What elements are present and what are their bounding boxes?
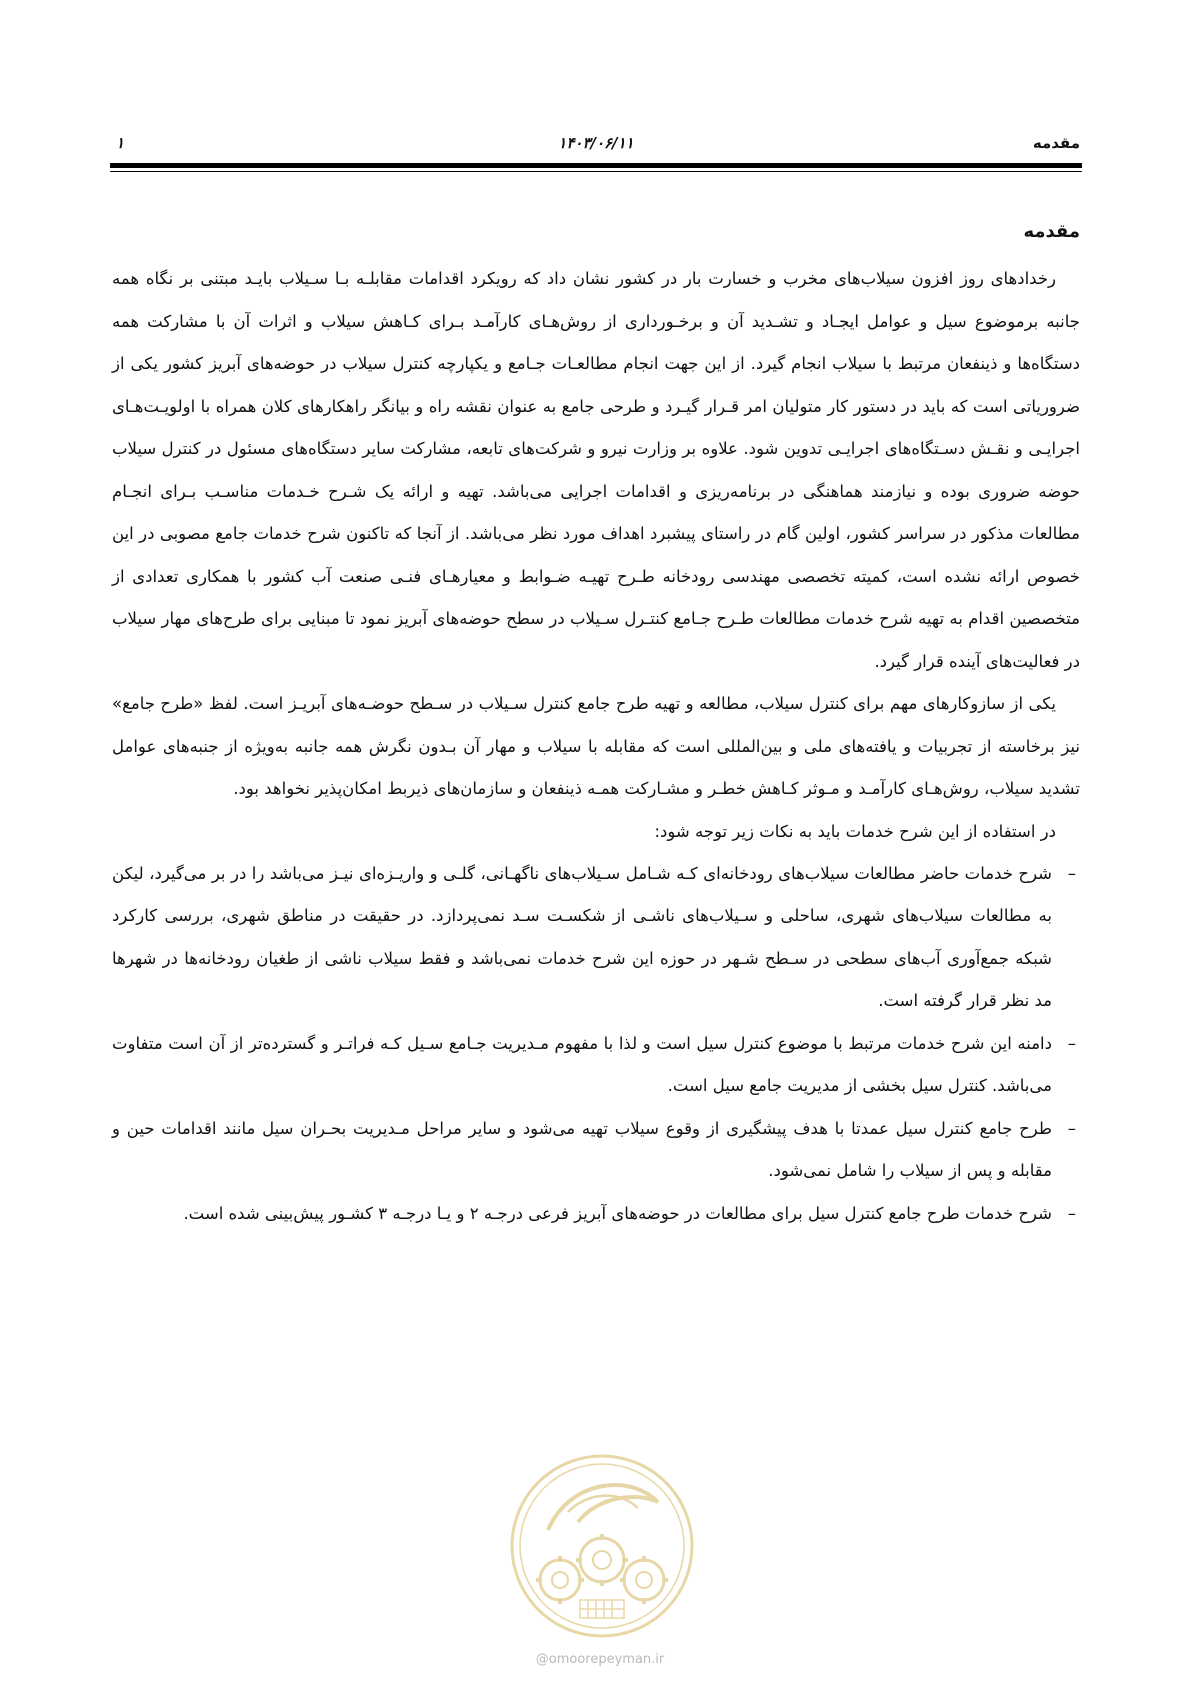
bullet-dash: – [1067, 1203, 1076, 1223]
list-item [112, 1023, 1080, 1108]
document-body [112, 218, 1080, 1235]
list-item [112, 1108, 1080, 1193]
watermark-site-url: @omoorepeyman.ir [535, 1652, 665, 1667]
note-text: دامنه این شرح خدمات مرتبط با موضوع کنترل سیل است و لذا با مفهوم مـدیریت جـامع سـیل کـه فراتـر و گسترده‌تر از آن است متفاوت می‌باشد. کنترل سیل بخشی از مدیریت جامع سیل است. [112, 1033, 1052, 1095]
paragraph-notes-intro: در استفاده از این شرح خدمات باید به نکات زیر توجه شود: [654, 821, 1056, 841]
bullet-dash: – [1067, 1033, 1076, 1053]
bullet-dash: – [1067, 1118, 1076, 1138]
note-text: طرح جامع کنترل سیل عمدتا با هدف پیشگیری از وقوع سیلاب تهیه می‌شود و سایر مراحل مـدیریت بحـران سیل مانند اقدامات حین و مقابله و پس از سیلاب را شامل نمی‌شود. [112, 1118, 1052, 1180]
seal-icon [508, 1452, 696, 1640]
notes-list [112, 853, 1080, 1236]
bullet-dash: – [1067, 863, 1076, 883]
page-header [112, 128, 1080, 154]
header-date: ۱۴۰۳/۰۶/۱۱ [558, 134, 634, 152]
watermark-seal-logo [508, 1452, 696, 1640]
section-heading: مقدمه [1023, 221, 1080, 242]
note-text: شرح خدمات حاضر مطالعات سیلاب‌های رودخانه‌ای کـه شـامل سـیلاب‌های ناگهـانی، گلـی و واریـزه‌ای نیـز می‌باشد را در بر می‌گیرد، لیکن به مطالعات سیلاب‌های شهری، ساحلی و سـیلاب‌های ناشـی از شکسـت سـد نمی‌پردازد. در حقیقت در مناطق شهری، بررسی کارکرد شبکه جمع‌آوری آب‌های سطحی در سـطح شـهر در حوزه این شرح خدمات نمی‌باشد و فقط سیلاب ناشی از طغیان رودخانه‌ها در شهرها مد نظر قرار گرفته است. [112, 863, 1052, 1010]
list-item [112, 1193, 1080, 1236]
paragraph-intro: رخدادهای روز افزون سیلاب‌های مخرب و خسارت بار در کشور نشان داد که رویکرد اقدامات مقابلـه بـا سـیلاب بایـد مبتنی بر نگاه همه جانبه برموضوع سیل و عوامل ایجـاد و تشـدید آن و برخـورداری از روش‌هـای کارآمـد بـرای کـاهش سیلاب و اثرات آن با مشارکت همه دستگاه‌ها و ذینفعان مرتبط با سیلاب انجام گیرد. از این جهت انجام مطالعـات جـامع و یکپارچه کنترل سیلاب در حوضه‌های آبریز کشور یکی از ضروریاتی است که باید در دستور کار متولیان امر قـرار گیـرد و طرحی جامع به عنوان نقشه راه و بیانگر راهکارهای کلان همراه با اولویـت‌هـای اجرایـی و نقـش دسـتگاه‌های اجرایـی تدوین شود. علاوه بر وزارت نیرو و شرکت‌های تابعه، مشارکت سایر دستگاه‌های مسئول در کنترل سیلاب حوضه ضروری بوده و نیازمند هماهنگی در برنامه‌ریزی و اقدامات اجرایی می‌باشد. تهیه و ارائه یک شـرح خـدمات مناسـب بـرای انجـام مطالعات مذکور در سراسر کشور، اولین گام در راستای پیشبرد اهداف مورد نظر می‌باشد. از آنجا که تاکنون شرح خدمات جامع مصوبی در این خصوص ارائه نشده است، کمیته تخصصی مهندسی رودخانه طـرح تهیـه ضـوابط و معیارهـای فنـی صنعت آب کشور با همکاری تعدادی از متخصصین اقدام به تهیه شرح خدمات مطالعات طـرح جـامع کنتـرل سـیلاب در سطح حوضه‌های آبریز نمود تا مبنایی برای طرح‌های مهار سیلاب در فعالیت‌های آینده قرار گیرد. [112, 269, 1080, 671]
list-item [112, 853, 1080, 1023]
paragraph-mechanisms: یکی از سازوکارهای مهم برای کنترل سیلاب، مطالعه و تهیه طرح جامع کنترل سـیلاب در سـطح حوضـه‌های آبریـز است. لفظ «طرح جامع» نیز برخاسته از تجربیات و یافته‌های ملی و بین‌المللی است که مقابله با سیلاب و مهار آن بـدون نگرش همه جانبه به‌ویژه از جنبه‌های عوامل تشدید سیلاب، روش‌هـای کارآمـد و مـوثر کـاهش خطـر و مشـارکت همـه ذینفعان و سازمان‌های ذیربط امکان‌پذیر نخواهد بود. [112, 694, 1080, 798]
note-text: شرح خدمات طرح جامع کنترل سیل برای مطالعات در حوضه‌های آبریز فرعی درجـه ۲ و یـا درجـه ۳ کشـور پیش‌بینی شده است. [183, 1203, 1052, 1223]
header-rule-thin [110, 171, 1082, 172]
header-page-number: ۱ [116, 134, 125, 152]
header-rule-thick [110, 163, 1082, 168]
header-section-title: مقدمه [1032, 134, 1080, 152]
